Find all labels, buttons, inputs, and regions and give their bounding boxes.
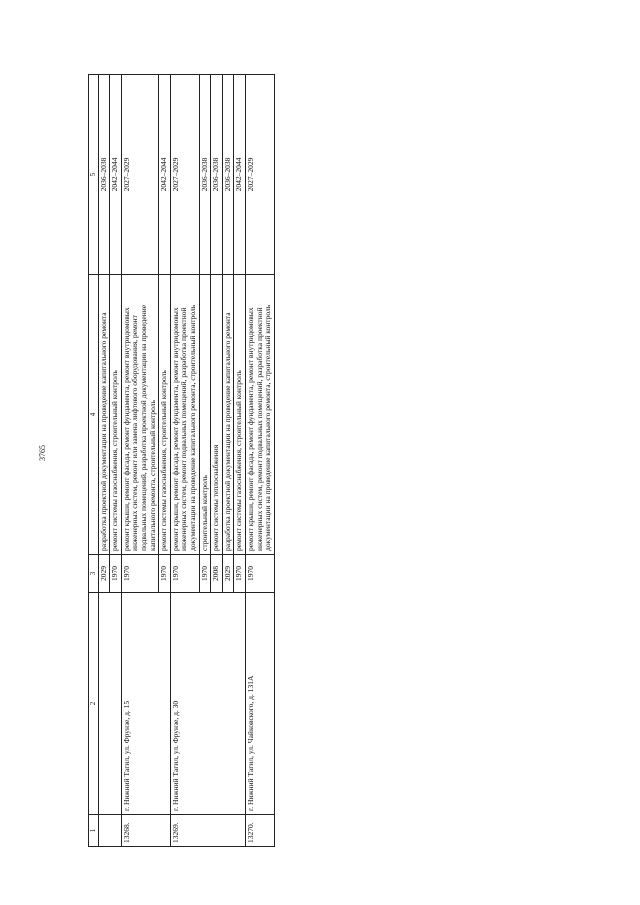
work-cell: разработка проектной документации на проведение капитального ремонта [222, 275, 234, 555]
work-cell: ремонт крыши, ремонт фасада, ремонт фундамента, ремонт внутридомовых инженерных систем, ремонт подвальных помещений, разработка проектной документации на проведение капитального ремонта, строительный контроль [245, 275, 274, 555]
repair-schedule-table [88, 74, 275, 847]
year-cell: 2029 [98, 555, 110, 593]
page-number: 3765 [38, 445, 47, 461]
period-cell: 2036–2038 [199, 75, 211, 275]
work-cell: ремонт системы газоснабжения, строительный контроль [110, 275, 122, 555]
rotated-table-container [88, 75, 613, 847]
row-number-cell: 13270. [245, 815, 274, 847]
period-cell: 2042–2044 [110, 75, 122, 275]
header-col-3: 3 [89, 555, 99, 593]
header-col-2: 2 [89, 593, 99, 815]
year-cell: 1970 [245, 555, 274, 593]
work-cell: ремонт системы газоснабжения, строительный контроль [234, 275, 246, 555]
table-row [121, 75, 158, 847]
work-cell: ремонт крыши, ремонт фасада, ремонт фундамента, ремонт внутридомовых инженерных систем, ремонт или замена лифтового оборудования, ремонт подвальных помещений, разработка проектной документации на проведение капитального ремонта, строительный контроль [121, 275, 158, 555]
header-col-1: 1 [89, 815, 99, 847]
year-cell: 2029 [222, 555, 234, 593]
work-cell: разработка проектной документации на проведение капитального ремонта [98, 275, 110, 555]
table-row [245, 75, 274, 847]
period-cell: 2036–2038 [211, 75, 223, 275]
table-row [170, 75, 199, 847]
period-cell: 2027–2029 [170, 75, 199, 275]
year-cell: 2008 [211, 555, 223, 593]
period-cell: 2027–2029 [121, 75, 158, 275]
year-cell: 1970 [121, 555, 158, 593]
table-row [98, 75, 110, 847]
header-col-5: 5 [89, 75, 99, 275]
year-cell: 1970 [234, 555, 246, 593]
work-cell: ремонт крыши, ремонт фасада, ремонт фундамента, ремонт внутридомовых инженерных систем, ремонт подвальных помещений, разработка проектной документации на проведение капитального ремонта, строительный контроль [170, 275, 199, 555]
header-col-4: 4 [89, 275, 99, 555]
period-cell: 2027–2029 [245, 75, 274, 275]
address-cell: г. Нижний Тагил, ул. Фрунзе, д. 30 [170, 593, 245, 815]
period-cell: 2036–2038 [222, 75, 234, 275]
year-cell: 1970 [110, 555, 122, 593]
work-cell: ремонт системы теплоснабжения [211, 275, 223, 555]
work-cell: строительный контроль [199, 275, 211, 555]
header-row [89, 75, 99, 847]
work-cell: ремонт системы газоснабжения, строительный контроль [159, 275, 171, 555]
year-cell: 1970 [170, 555, 199, 593]
period-cell: 2042–2044 [234, 75, 246, 275]
year-cell: 1970 [159, 555, 171, 593]
period-cell: 2042–2044 [159, 75, 171, 275]
period-cell: 2036–2038 [98, 75, 110, 275]
year-cell: 1970 [199, 555, 211, 593]
address-cell: г. Нижний Тагил, ул. Чайковского, д. 131А [245, 593, 274, 815]
row-number-cell: 13269. [170, 815, 245, 847]
address-cell [98, 593, 121, 815]
address-cell: г. Нижний Тагил, ул. Фрунзе, д. 15 [121, 593, 170, 815]
row-number-cell [98, 815, 121, 847]
row-number-cell: 13268. [121, 815, 170, 847]
